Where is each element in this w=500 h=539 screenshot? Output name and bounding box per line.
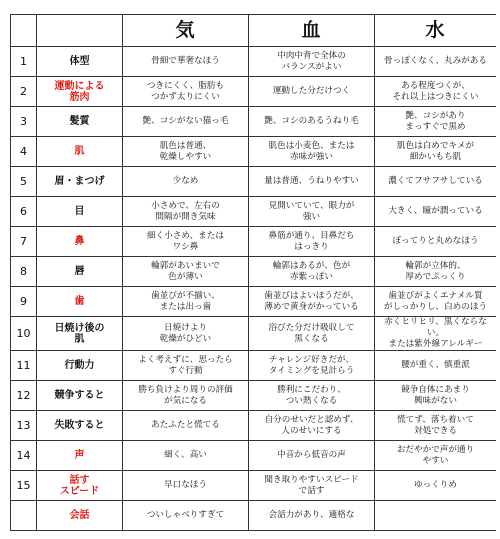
- cell-ki: 肌色は普通、 乾燥しやすい: [123, 137, 249, 167]
- cell-ki: あたふたと慌てる: [123, 411, 249, 441]
- row-number: 14: [11, 441, 37, 471]
- row-category: 行動力: [37, 351, 123, 381]
- cell-ketsu: 艶、コシのあるうねり毛: [249, 107, 375, 137]
- header-blank-num: [11, 15, 37, 47]
- table-row: [11, 381, 497, 411]
- row-category: 体型: [37, 47, 123, 77]
- table-row: [11, 471, 497, 501]
- cell-ki: 歯並びが不揃い、 または出っ歯: [123, 287, 249, 317]
- cell-ki: ついしゃべりすぎて: [123, 501, 249, 531]
- row-number: 10: [11, 317, 37, 351]
- header-ketsu: 血: [249, 15, 375, 47]
- cell-sui: 輪郭が立体的、 厚めでぷっくり: [375, 257, 497, 287]
- row-category: 運動による 筋肉: [37, 77, 123, 107]
- cell-ketsu: 輪郭はあるが、色が 赤紫っぽい: [249, 257, 375, 287]
- table-row: [11, 227, 497, 257]
- table-row: [11, 257, 497, 287]
- table-row: [11, 501, 497, 531]
- row-category: 歯: [37, 287, 123, 317]
- cell-ketsu: チャレンジ好きだが、 タイミングを見計らう: [249, 351, 375, 381]
- table-row: [11, 107, 497, 137]
- row-number: 9: [11, 287, 37, 317]
- row-category: 目: [37, 197, 123, 227]
- table-row: [11, 77, 497, 107]
- cell-ketsu: 量は普通、うねりやすい: [249, 167, 375, 197]
- cell-ki: 艶、コシがない猫っ毛: [123, 107, 249, 137]
- cell-ketsu: 会話力があり、適格な: [249, 501, 375, 531]
- table-row: [11, 411, 497, 441]
- cell-ketsu: 聞き取りやすいスピード で話す: [249, 471, 375, 501]
- cell-ki: 輪郭があいまいで 色が薄い: [123, 257, 249, 287]
- table-row: [11, 351, 497, 381]
- row-number: 13: [11, 411, 37, 441]
- header-sui: 水: [375, 15, 497, 47]
- row-category: 声: [37, 441, 123, 471]
- cell-sui: 競争自体にあまり 興味がない: [375, 381, 497, 411]
- table-row: [11, 167, 497, 197]
- row-number: 15: [11, 471, 37, 501]
- row-number: 1: [11, 47, 37, 77]
- table-body: [11, 47, 497, 531]
- cell-ketsu: 浴びた分だけ吸収して 黒くなる: [249, 317, 375, 351]
- table-row: [11, 441, 497, 471]
- row-number: 11: [11, 351, 37, 381]
- row-category: 会話: [37, 501, 123, 531]
- cell-sui: 慌てず、落ち着いて 対処できる: [375, 411, 497, 441]
- row-number: [11, 501, 37, 531]
- cell-sui: おだやかで声が通り やすい: [375, 441, 497, 471]
- cell-ketsu: 鼻筋が通り、目鼻だち はっきり: [249, 227, 375, 257]
- row-number: 5: [11, 167, 37, 197]
- cell-ketsu: 自分のせいだと認めず、 人のせいにする: [249, 411, 375, 441]
- cell-ki: 細く、高い: [123, 441, 249, 471]
- row-category: 話す スピード: [37, 471, 123, 501]
- header-ki: 気: [123, 15, 249, 47]
- cell-sui: [375, 501, 497, 531]
- cell-ki: よく考えずに、思ったら すぐ行動: [123, 351, 249, 381]
- cell-sui: 濃くてフサフサしている: [375, 167, 497, 197]
- cell-ketsu: 肌色は小麦色、または 赤味が強い: [249, 137, 375, 167]
- cell-ketsu: 中音から低音の声: [249, 441, 375, 471]
- cell-ketsu: 中肉中背で全体の バランスがよい: [249, 47, 375, 77]
- row-number: 8: [11, 257, 37, 287]
- cell-ki: 骨細で華奢なほう: [123, 47, 249, 77]
- cell-sui: 大きく、瞳が潤っている: [375, 197, 497, 227]
- personality-table-sheet: [10, 14, 496, 539]
- cell-ki: 日焼けより 乾燥がひどい: [123, 317, 249, 351]
- cell-ketsu: 見開いていて、眼力が 強い: [249, 197, 375, 227]
- header-blank-category: [37, 15, 123, 47]
- row-number: 7: [11, 227, 37, 257]
- row-category: 失敗すると: [37, 411, 123, 441]
- row-number: 4: [11, 137, 37, 167]
- row-category: 競争すると: [37, 381, 123, 411]
- header-row: [11, 15, 497, 47]
- row-category: 唇: [37, 257, 123, 287]
- cell-ki: 早口なほう: [123, 471, 249, 501]
- cell-ketsu: 運動した分だけつく: [249, 77, 375, 107]
- cell-sui: ゆっくりめ: [375, 471, 497, 501]
- cell-ki: 少なめ: [123, 167, 249, 197]
- cell-sui: ある程度つくが、 それ以上はつきにくい: [375, 77, 497, 107]
- cell-ki: 勝ち負けより周りの評価 が気になる: [123, 381, 249, 411]
- table-row: [11, 197, 497, 227]
- row-category: 鼻: [37, 227, 123, 257]
- cell-sui: 赤くヒリヒリ、黒くならない。 または紫外線アレルギー: [375, 317, 497, 351]
- ki-ketsu-sui-table: [10, 14, 496, 531]
- cell-sui: 歯並びがよくエナメル質 がしっかりし、白めのほう: [375, 287, 497, 317]
- row-number: 12: [11, 381, 37, 411]
- table-row: [11, 317, 497, 351]
- table-row: [11, 287, 497, 317]
- row-number: 3: [11, 107, 37, 137]
- row-number: 2: [11, 77, 37, 107]
- cell-sui: 骨っぽくなく、丸みがある: [375, 47, 497, 77]
- cell-ki: 小さめで、左右の 間隔が開き気味: [123, 197, 249, 227]
- row-category: 日焼け後の 肌: [37, 317, 123, 351]
- row-category: 髪質: [37, 107, 123, 137]
- row-category: 肌: [37, 137, 123, 167]
- cell-ki: つきにくく、脂肪も つかず太りにくい: [123, 77, 249, 107]
- table-row: [11, 47, 497, 77]
- cell-ketsu: 勝利にこだわり、 つい熱くなる: [249, 381, 375, 411]
- row-category: 眉・まつげ: [37, 167, 123, 197]
- cell-sui: 艶、コシがあり まっすぐで黒め: [375, 107, 497, 137]
- cell-ketsu: 歯並びはよいほうだが、 薄めで黄身がかっている: [249, 287, 375, 317]
- cell-sui: ぼってりと丸めなほう: [375, 227, 497, 257]
- cell-sui: 腰が重く、慎重派: [375, 351, 497, 381]
- cell-ki: 細く小さめ、または ワシ鼻: [123, 227, 249, 257]
- row-number: 6: [11, 197, 37, 227]
- cell-sui: 肌色は白めでキメが 細かいもち肌: [375, 137, 497, 167]
- table-row: [11, 137, 497, 167]
